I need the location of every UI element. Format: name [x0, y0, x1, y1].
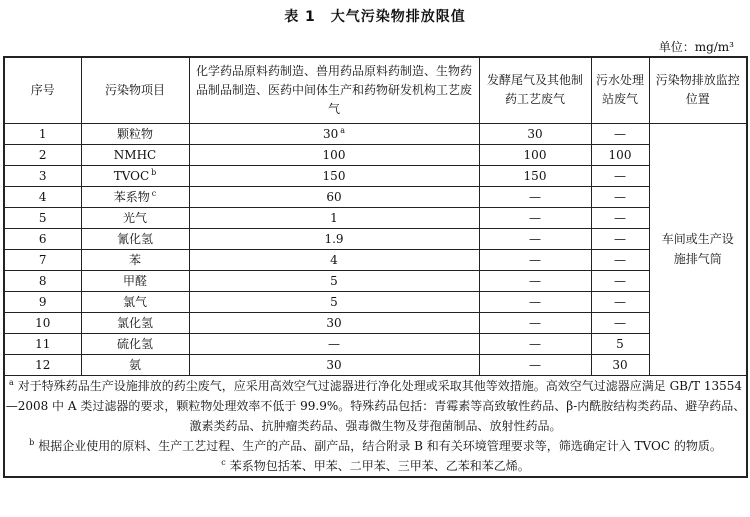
- cell-pollutant: [81, 165, 189, 186]
- cell-pollutant: [81, 354, 189, 375]
- cell-chem-limit-text: 30: [322, 126, 339, 141]
- table-row: [4, 165, 747, 186]
- cell-chem-limit-text: 30: [326, 357, 342, 372]
- cell-seq: [4, 333, 81, 354]
- table-title: 表 1 大气污染物排放限值: [284, 9, 466, 25]
- cell-sewage-limit: [591, 207, 649, 228]
- header-row: [4, 57, 747, 123]
- cell-ferment-limit: [479, 207, 591, 228]
- cell-ferment-limit-text: —: [529, 315, 541, 330]
- header-ferment: 发酵尾气及其他制药工艺废气: [479, 57, 591, 123]
- cell-chem-limit-text: 30: [326, 315, 342, 330]
- cell-seq: [4, 249, 81, 270]
- cell-sewage-limit-text: —: [614, 126, 626, 141]
- table-row: [4, 354, 747, 375]
- cell-sewage-limit-text: —: [614, 294, 626, 309]
- cell-pollutant: [81, 312, 189, 333]
- cell-monitor-location: 车间或生产设施排气筒: [649, 123, 747, 375]
- cell-sewage-limit-text: —: [614, 252, 626, 267]
- cell-ferment-limit: [479, 333, 591, 354]
- cell-ferment-limit-text: —: [529, 252, 541, 267]
- cell-chem-limit-text: —: [328, 336, 340, 351]
- cell-seq: [4, 165, 81, 186]
- table-row: [4, 312, 747, 333]
- cell-pollutant-footnote-mark: b: [151, 167, 157, 177]
- note-c-mark: c: [221, 457, 226, 467]
- cell-seq: [4, 123, 81, 144]
- cell-chem-limit-text: 1.9: [324, 231, 344, 246]
- cell-chem-limit: [189, 333, 479, 354]
- cell-seq-text: 11: [35, 336, 51, 351]
- cell-seq-text: 3: [38, 168, 47, 183]
- emission-limits-table: [3, 56, 748, 478]
- cell-seq: [4, 186, 81, 207]
- cell-pollutant-text: 苯: [128, 252, 141, 267]
- cell-pollutant-text: 光气: [122, 210, 147, 225]
- cell-sewage-limit-text: —: [614, 168, 626, 183]
- cell-chem-limit: [189, 207, 479, 228]
- cell-chem-limit: [189, 312, 479, 333]
- cell-pollutant-text: 甲醛: [122, 273, 147, 288]
- cell-seq: [4, 270, 81, 291]
- table-row: [4, 123, 747, 144]
- note-b-mark: b: [29, 437, 35, 447]
- cell-sewage-limit: [591, 144, 649, 165]
- note-a-mark: a: [8, 377, 14, 387]
- header-pollutant: 污染物项目: [81, 57, 189, 123]
- table-row: [4, 333, 747, 354]
- cell-ferment-limit-text: —: [529, 189, 541, 204]
- header-sewage: 污水处理站废气: [591, 57, 649, 123]
- cell-ferment-limit: [479, 165, 591, 186]
- table-row: [4, 186, 747, 207]
- cell-ferment-limit: [479, 291, 591, 312]
- note-a: [5, 376, 746, 436]
- note-c-text: 苯系物包括苯、甲苯、二甲苯、三甲苯、乙苯和苯乙烯。: [229, 458, 530, 473]
- cell-chem-limit: [189, 291, 479, 312]
- cell-ferment-limit-text: —: [529, 357, 541, 372]
- cell-ferment-limit: [479, 186, 591, 207]
- cell-seq-text: 6: [38, 231, 47, 246]
- cell-chem-limit: [189, 165, 479, 186]
- cell-pollutant: [81, 228, 189, 249]
- cell-ferment-limit: [479, 249, 591, 270]
- cell-ferment-limit-text: 100: [523, 147, 547, 162]
- cell-pollutant: [81, 207, 189, 228]
- cell-ferment-limit: [479, 228, 591, 249]
- cell-sewage-limit: [591, 249, 649, 270]
- cell-seq: [4, 228, 81, 249]
- cell-ferment-limit-text: —: [529, 294, 541, 309]
- cell-chem-limit: [189, 228, 479, 249]
- cell-chem-limit: [189, 354, 479, 375]
- cell-chem-limit-text: 150: [322, 168, 346, 183]
- cell-chem-limit: [189, 249, 479, 270]
- cell-ferment-limit-text: —: [529, 210, 541, 225]
- cell-chem-limit-text: 5: [330, 273, 338, 288]
- cell-seq-text: 1: [38, 126, 47, 141]
- cell-seq: [4, 354, 81, 375]
- cell-chem-limit-footnote-mark: a: [340, 125, 346, 135]
- cell-sewage-limit-text: —: [614, 231, 626, 246]
- table-row: [4, 207, 747, 228]
- cell-sewage-limit: [591, 270, 649, 291]
- table-row: [4, 270, 747, 291]
- cell-pollutant-text: 苯系物: [113, 189, 150, 204]
- cell-pollutant-text: 氰化氢: [116, 231, 153, 246]
- cell-ferment-limit: [479, 270, 591, 291]
- cell-seq-text: 4: [38, 189, 47, 204]
- cell-sewage-limit-text: —: [614, 210, 626, 225]
- cell-ferment-limit-text: 150: [523, 168, 547, 183]
- cell-seq-text: 8: [38, 273, 47, 288]
- cell-sewage-limit: [591, 354, 649, 375]
- notes-row: [4, 375, 747, 477]
- cell-pollutant: [81, 291, 189, 312]
- cell-sewage-limit: [591, 186, 649, 207]
- cell-pollutant-text: 颗粒物: [116, 126, 153, 141]
- cell-chem-limit-text: 1: [330, 210, 338, 225]
- cell-sewage-limit: [591, 291, 649, 312]
- cell-seq: [4, 312, 81, 333]
- header-chem: 化学药品原料药制造、兽用药品原料药制造、生物药品制品制造、医药中间体生产和药物研发机构工艺废气: [189, 57, 479, 123]
- cell-sewage-limit: [591, 165, 649, 186]
- cell-chem-limit-text: 100: [322, 147, 346, 162]
- cell-seq: [4, 144, 81, 165]
- cell-pollutant-footnote-mark: c: [151, 188, 157, 198]
- cell-chem-limit: [189, 186, 479, 207]
- cell-ferment-limit-text: —: [529, 231, 541, 246]
- header-monitor: 污染物排放监控位置: [649, 57, 747, 123]
- cell-pollutant: [81, 333, 189, 354]
- cell-pollutant-text: 氯气: [122, 294, 147, 309]
- header-seq: 序号: [4, 57, 81, 123]
- cell-sewage-limit: [591, 312, 649, 333]
- cell-pollutant: [81, 186, 189, 207]
- cell-sewage-limit-text: 5: [616, 336, 624, 351]
- cell-ferment-limit-text: —: [529, 336, 541, 351]
- cell-pollutant-text: 氨: [128, 357, 141, 372]
- cell-chem-limit-text: 5: [330, 294, 338, 309]
- table-notes: [4, 375, 747, 477]
- cell-pollutant-text: 氯化氢: [116, 315, 153, 330]
- cell-pollutant: [81, 270, 189, 291]
- cell-chem-limit: [189, 144, 479, 165]
- cell-ferment-limit-text: —: [529, 273, 541, 288]
- unit-label: 单位：mg/m³: [658, 40, 734, 54]
- table-row: [4, 144, 747, 165]
- cell-sewage-limit: [591, 123, 649, 144]
- cell-seq-text: 10: [35, 315, 51, 330]
- table-row: [4, 228, 747, 249]
- cell-chem-limit: [189, 123, 479, 144]
- cell-ferment-limit: [479, 312, 591, 333]
- cell-pollutant-text: 硫化氢: [116, 336, 153, 351]
- cell-seq: [4, 207, 81, 228]
- cell-ferment-limit: [479, 354, 591, 375]
- cell-sewage-limit: [591, 228, 649, 249]
- cell-sewage-limit-text: 30: [612, 357, 628, 372]
- cell-seq-text: 9: [38, 294, 47, 309]
- cell-chem-limit-text: 60: [326, 189, 342, 204]
- cell-chem-limit-text: 4: [330, 252, 338, 267]
- cell-seq-text: 12: [35, 357, 51, 372]
- cell-seq-text: 2: [38, 147, 47, 162]
- cell-ferment-limit-text: 30: [527, 126, 543, 141]
- note-b: [5, 436, 746, 456]
- cell-sewage-limit-text: 100: [608, 147, 632, 162]
- note-a-text: 对于特殊药品生产设施排放的药尘废气，应采用高效空气过滤器进行净化处理或采取其他等效措施。高效空气过滤器应满足 GB/T 13554—2008 中 A 类过滤器的要求，颗粒物处理效率不低于 99.9%。特殊药品包括：青霉素等高致敏性药品、β-内酰胺结构类药品、避孕药品、激素类药品、抗肿瘤类药品、强毒微生物及芽孢菌制品、放射性药品。: [5, 378, 746, 433]
- table-row: [4, 291, 747, 312]
- cell-pollutant: [81, 249, 189, 270]
- cell-ferment-limit: [479, 144, 591, 165]
- cell-pollutant-text: TVOC: [113, 168, 150, 183]
- note-c: [5, 456, 746, 476]
- cell-sewage-limit-text: —: [614, 273, 626, 288]
- cell-sewage-limit-text: —: [614, 315, 626, 330]
- cell-sewage-limit-text: —: [614, 189, 626, 204]
- cell-pollutant: [81, 144, 189, 165]
- cell-seq-text: 7: [38, 252, 47, 267]
- cell-seq-text: 5: [38, 210, 47, 225]
- cell-sewage-limit: [591, 333, 649, 354]
- table-row: [4, 249, 747, 270]
- cell-pollutant-text: NMHC: [113, 147, 157, 162]
- cell-pollutant: [81, 123, 189, 144]
- cell-chem-limit: [189, 270, 479, 291]
- cell-ferment-limit: [479, 123, 591, 144]
- note-b-text: 根据企业使用的原料、生产工艺过程、生产的产品、副产品，结合附录 B 和有关环境管理要求等，筛选确定计入 TVOC 的物质。: [38, 438, 722, 453]
- cell-seq: [4, 291, 81, 312]
